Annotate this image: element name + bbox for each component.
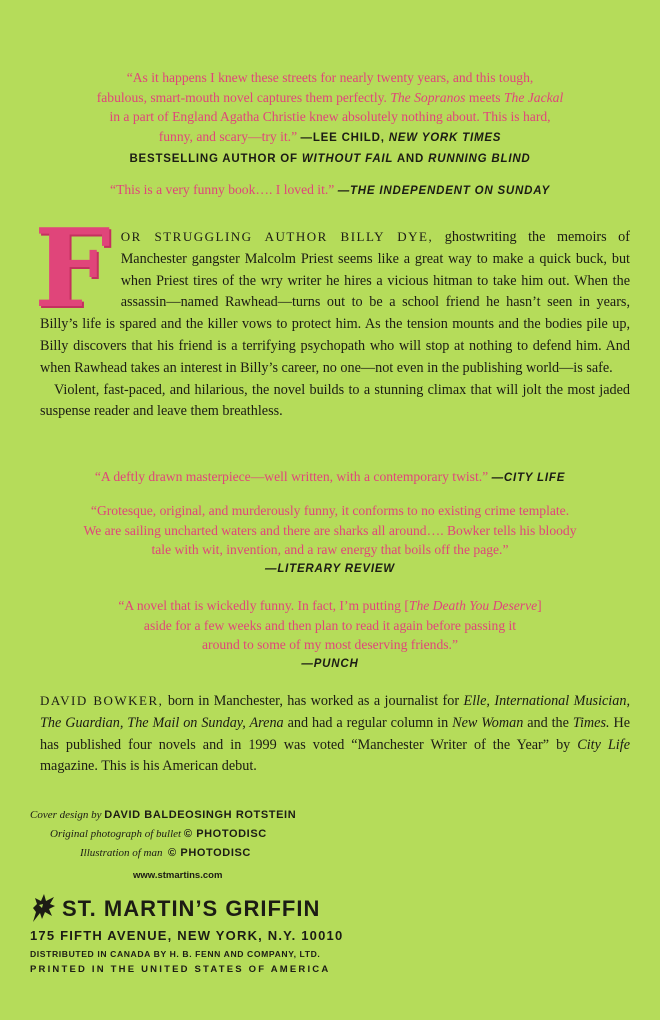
publisher-url[interactable]: www.stmartins.com: [133, 870, 223, 881]
quote-line: “A novel that is wickedly funny. In fact, I’m putting [The Death You Deserve]: [118, 598, 542, 613]
quote-line: “As it happens I knew these streets for nearly twenty years, and this tough,: [126, 70, 534, 85]
publisher-name: ST. MARTIN’S GRIFFIN: [62, 896, 321, 921]
quote-line: aside for a few weeks and then plan to read it again before passing it: [143, 617, 517, 633]
credit-photograph: Original photograph of bullet © PHOTODISC: [50, 828, 267, 840]
credit-illustration: Illustration of man © PHOTODISC: [80, 847, 251, 859]
quote-attribution: —THE INDEPENDENT ON SUNDAY: [337, 185, 550, 197]
synopsis: [34, 206, 631, 423]
quote-attribution: BESTSELLING AUTHOR OF WITHOUT FAIL AND RUNNING BLIND: [129, 153, 531, 165]
synopsis-paragraph-2: Violent, fast-paced, and hilarious, the novel builds to a stunning climax that will jolt the most jaded suspense reader and leave them breathless.: [40, 381, 630, 420]
publisher-logo: [30, 892, 58, 928]
printed-note: PRINTED IN THE UNITED STATES OF AMERICA: [30, 964, 331, 975]
review-quote-city-life: “A deftly drawn masterpiece—well written, with a contemporary twist.” —CITY LIFE: [94, 469, 566, 484]
quote-line: funny, and scary—try it.” —LEE CHILD, NEW YORK TIMES: [158, 128, 502, 144]
distribution-note: DISTRIBUTED IN CANADA BY H. B. FENN AND COMPANY, LTD.: [30, 949, 321, 959]
quote-attribution: —PUNCH: [301, 657, 359, 670]
synopsis-lead: OR STRUGGLING AUTHOR BILLY DYE,: [120, 229, 434, 244]
publisher-address: 175 FIFTH AVENUE, NEW YORK, N.Y. 10010: [30, 928, 344, 943]
review-quote-independent: “This is a very funny book…. I loved it.” —THE INDEPENDENT ON SUNDAY: [110, 182, 550, 197]
quote-line: around to some of my most deserving friends.”: [202, 637, 458, 652]
griffin-icon: [30, 892, 58, 924]
drop-cap: F: [34, 206, 111, 332]
synopsis-paragraph-1: FOR STRUGGLING AUTHOR BILLY DYE, ghostwriting the memoirs of Manchester gangster Malcolm Priest seems like a great way to make a quick buck, but when Priest tires of the wry writer he hires a vicious hitman to take him out. When the assassin—named Rawhead—turns out to be a school friend he hasn’t seen in years, Billy’s life is spared and the killer vows to protect him. As the tension mounts and the bodies pile up, Billy discovers that his friend is a terrifying psychopath who will stop at nothing to defend him. And when Rawhead takes an interest in Billy’s career, no one—not even in the publishing world—is safe.: [34, 206, 631, 376]
review-quote-lee-child: [30, 68, 630, 170]
quote-line: “Grotesque, original, and murderously funny, it conforms to no existing crime template.: [90, 503, 570, 518]
review-quote-punch: [30, 596, 630, 674]
review-quote-literary-review: [30, 501, 630, 579]
quote-line: tale with wit, invention, and a raw energy that boils off the page.”: [151, 542, 509, 557]
quote-line: We are sailing uncharted waters and there are sharks all around…. Bowker tells his bloody: [83, 522, 577, 538]
author-bio: DAVID BOWKER, born in Manchester, has worked as a journalist for Elle, International Musician, The Guardian, The Mail on Sunday, Arena and had a regular column in New Woman and the Times. He has published four novels and in 1999 was voted “Manchester Writer of the Year” by City Life magazine. This is his American debut.: [40, 693, 631, 775]
quote-line: in a part of England Agatha Christie knew absolutely nothing about. This is hard,: [109, 109, 551, 124]
credit-cover-design: Cover design by DAVID BALDEOSINGH ROTSTEIN: [30, 809, 297, 821]
quote-attribution: —CITY LIFE: [491, 472, 566, 484]
cover-credits: [30, 806, 296, 863]
author-name: DAVID BOWKER,: [40, 693, 164, 708]
quote-attribution: —LITERARY REVIEW: [265, 562, 395, 575]
quote-line: fabulous, smart-mouth novel captures them perfectly. The Sopranos meets The Jackal: [96, 89, 564, 105]
publisher-address-block: [30, 926, 343, 978]
